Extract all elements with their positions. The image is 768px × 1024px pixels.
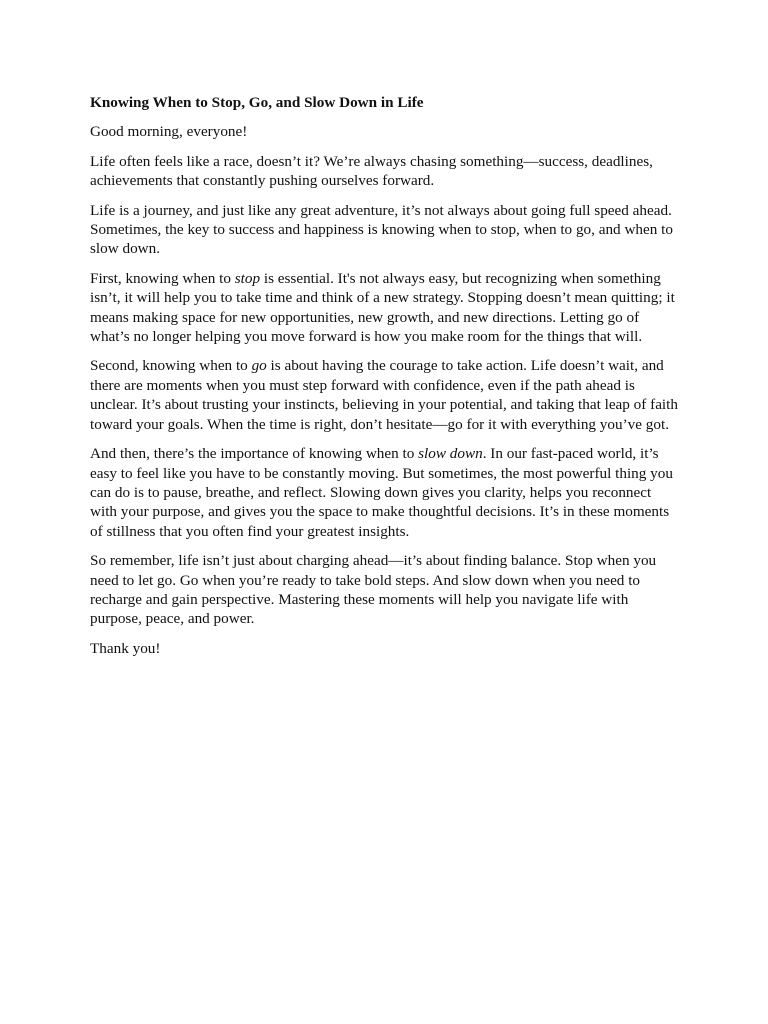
- paragraph-stop-body: is essential. It's not always easy, but recognizing when something isn’t, it will help you to take time and think of a new strategy. Stopping doesn’t mean quitting; it means making space for new opportunities, new growth, and new directions. Letting go of what’s no longer helping you move forward is how you make room for the things that will.: [90, 269, 675, 346]
- paragraph-stop: [90, 269, 678, 347]
- emphasis-go: go: [251, 357, 267, 375]
- paragraph-slow-down-body: . In our fast-paced world, it’s easy to feel like you have to be constantly moving. But sometimes, the most powerful thing you can do is to pause, breathe, and reflect. Slowing down gives you clarity, helps you reconnect with your purpose, and gives you the space to make thoughtful decisions. It’s in these moments of stillness that you often find your greatest insights.: [90, 445, 673, 540]
- paragraph-go-body: is about having the courage to take action. Life doesn’t wait, and there are moments when you must step forward with confidence, even if the path ahead is unclear. It’s about trusting your instincts, believing in your potential, and taking that leap of faith toward your goals. When the time is right, don’t hesitate—go for it with everything you’ve got.: [90, 357, 678, 433]
- paragraph-go-lead: Second, knowing when to: [90, 357, 252, 375]
- paragraph-slow-down: [90, 444, 678, 541]
- emphasis-stop: stop: [234, 269, 261, 287]
- paragraph-race: Life often feels like a race, doesn’t it? We’re always chasing something—success, deadlines, achievements that constantly pushing ourselves forward.: [90, 152, 653, 190]
- emphasis-slow-down: slow down: [418, 445, 483, 463]
- paragraph-slow-down-lead: And then, there’s the importance of knowing when to: [90, 445, 419, 463]
- paragraph-balance: So remember, life isn’t just about charging ahead—it’s about finding balance. Stop when you need to let go. Go when you’re ready to take bold steps. And slow down when you need to recharge and gain perspective. Mastering these moments will help you navigate life with purpose, peace, and power.: [90, 552, 657, 628]
- paragraph-stop-lead: First, knowing when to: [90, 269, 235, 287]
- document-title: Knowing When to Stop, Go, and Slow Down in Life: [90, 94, 424, 111]
- paragraph-journey: Life is a journey, and just like any great adventure, it’s not always about going full speed ahead. Sometimes, the key to success and happiness is knowing when to stop, when to go, and when to slow down.: [90, 201, 673, 258]
- closing-paragraph: Thank you!: [90, 639, 161, 657]
- paragraph-go: [90, 356, 678, 434]
- greeting-paragraph: Good morning, everyone!: [90, 123, 248, 141]
